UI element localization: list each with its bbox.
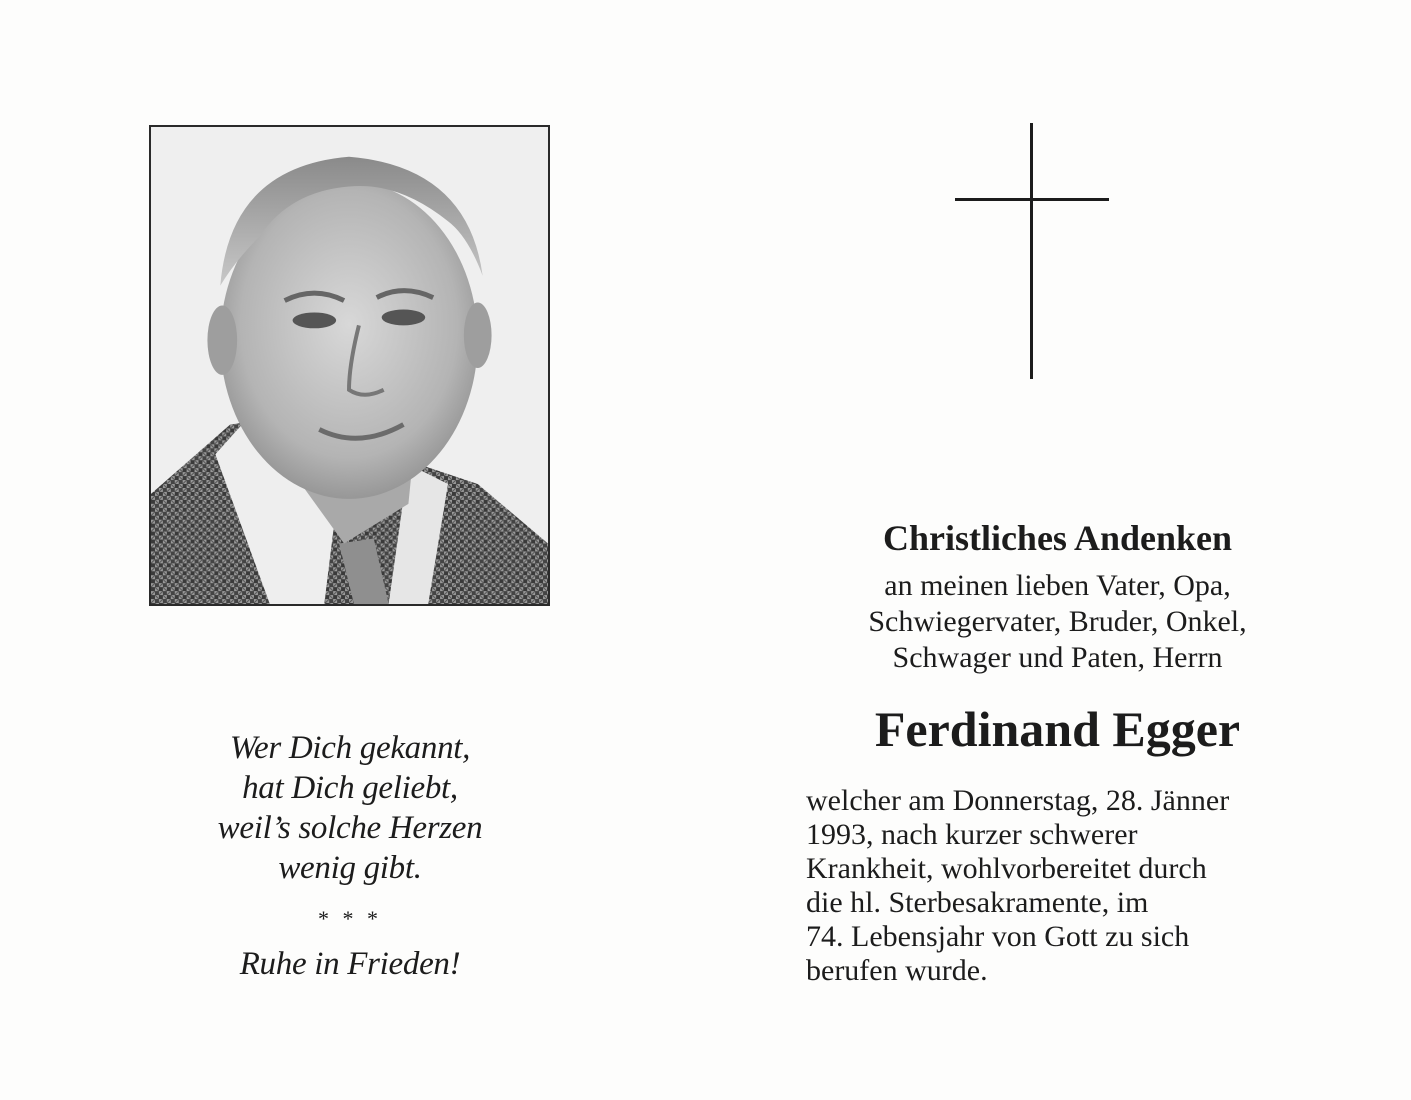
intro-line: Schwager und Paten, Herrn	[892, 641, 1223, 674]
body-line: berufen wurde.	[806, 954, 988, 987]
verse-separator: * * *	[318, 906, 382, 931]
verse-line: wenig gibt.	[278, 850, 422, 886]
verse-line: hat Dich geliebt,	[242, 770, 458, 806]
portrait-photo	[149, 125, 550, 606]
latin-cross-icon	[955, 123, 1109, 379]
memorial-heading: Christliches Andenken	[882, 518, 1233, 558]
memorial-intro	[790, 568, 1325, 676]
verse-closing: Ruhe in Frieden!	[239, 946, 461, 982]
body-line: 74. Lebensjahr von Gott zu sich	[806, 920, 1190, 953]
portrait-photo-icon	[151, 127, 548, 604]
cross	[955, 123, 1109, 379]
body-line: welcher am Donnerstag, 28. Jänner	[806, 784, 1230, 817]
memorial-verse	[150, 728, 550, 984]
body-line: die hl. Sterbesakramente, im	[806, 886, 1149, 919]
body-line: Krankheit, wohlvorbereitet durch	[806, 852, 1207, 885]
intro-line: Schwiegervater, Bruder, Onkel,	[868, 605, 1247, 638]
deceased-name: Ferdinand Egger	[874, 701, 1241, 757]
verse-line: Wer Dich gekannt,	[229, 730, 471, 766]
body-line: 1993, nach kurzer schwerer	[806, 818, 1138, 851]
memorial-body	[806, 784, 1312, 988]
intro-line: an meinen lieben Vater, Opa,	[884, 569, 1231, 602]
verse-line: weil’s solche Herzen	[217, 810, 483, 846]
